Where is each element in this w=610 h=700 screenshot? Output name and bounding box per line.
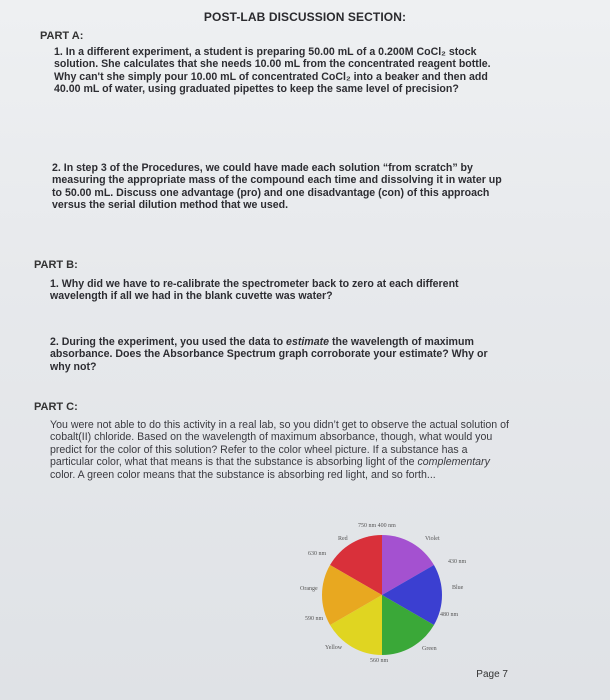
label-blue: Blue <box>452 585 464 591</box>
label-yellow: Yellow <box>325 645 343 651</box>
label-430nm: 430 nm <box>448 559 467 565</box>
label-560nm: 560 nm <box>370 658 389 664</box>
part-b-question-1: 1. Why did we have to re-calibrate the spectrometer back to zero at each different wavelength if all we had in the blank cuvette was water? <box>50 278 459 303</box>
part-a-question-2: 2. In step 3 of the Procedures, we could have made each solution “from scratch” by measuring the appropriate mass of the compound each time and dissolving it in water up to 50.00 mL. Discuss one advantage (pro) and one disadvantage (con) of this approach versus the serial dilution method that we used. <box>52 162 502 212</box>
part-b-heading: PART B: <box>34 259 78 271</box>
part-b-question-2 <box>50 336 510 373</box>
part-b-q2-text-end: the wavelength of maximum absorbance. Does the Absorbance Spectrum graph corroborate your estimate? Why or why not? <box>50 336 488 373</box>
part-b-q2-text-start: 2. During the experiment, you used the data to <box>50 336 287 348</box>
part-c-emphasis: complementary <box>417 456 490 469</box>
page-title: POST-LAB DISCUSSION SECTION: <box>203 10 407 24</box>
color-wheel <box>280 515 520 665</box>
part-a-heading: PART A: <box>40 30 84 42</box>
part-c-text-end: color. A green color means that the substance is absorbing red light, and so forth... <box>50 468 436 481</box>
part-b-q2-emphasis: estimate <box>286 336 330 348</box>
label-violet: Violet <box>425 536 440 542</box>
label-orange: Orange <box>300 586 318 592</box>
part-c-question <box>50 419 510 481</box>
part-a-question-1: 1. In a different experiment, a student is preparing 50.00 mL of a 0.200M CoCl₂ stock solution. She calculates that she needs 10.00 mL from the concentrated reagent bottle. Why can't she simply pour 10.00 mL of concentrated CoCl₂ into a beaker and then add 40.00 mL of water, using graduated pipettes to keep the same level of precision? <box>54 46 491 96</box>
label-red: Red <box>338 536 348 542</box>
label-480nm: 480 nm <box>440 612 459 618</box>
label-750-400nm: 750 nm 400 nm <box>358 523 396 529</box>
label-630nm: 630 nm <box>308 551 327 557</box>
label-590nm: 590 nm <box>305 616 324 622</box>
part-c-text-start: You were not able to do this activity in a real lab, so you didn’t get to observe the actual solution of cobalt(II) chloride. Based on the wavelength of maximum absorbance, though, what would you predict for the color of this solution? Refer to the color wheel picture. If a substance has a particular color, what that means is that the substance is absorbing light of the <box>50 419 509 469</box>
label-green: Green <box>422 646 437 652</box>
page-number: Page 7 <box>476 669 508 680</box>
part-c-heading: PART C: <box>34 401 78 413</box>
